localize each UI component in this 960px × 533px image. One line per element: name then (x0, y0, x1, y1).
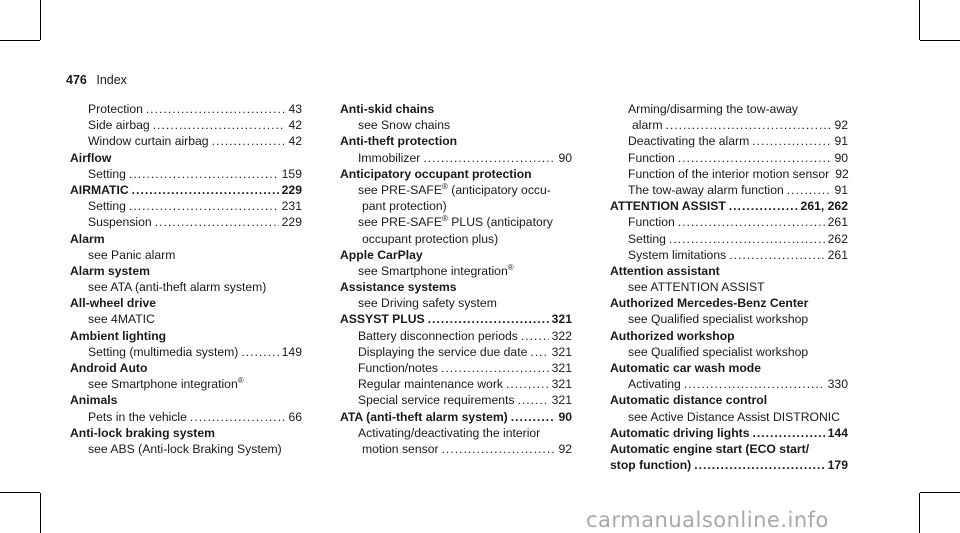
page-reference: 229 (281, 215, 302, 230)
page-reference: 321 (551, 312, 572, 327)
entry-text: All-wheel drive (70, 296, 157, 311)
page-reference: 321 (551, 393, 572, 408)
page-reference: 42 (288, 134, 302, 149)
index-heading (610, 441, 848, 457)
leader-dots (506, 376, 549, 392)
entry-text: Battery disconnection periods (358, 328, 518, 343)
entry-text: Immobilizer (358, 150, 421, 165)
index-heading (70, 392, 302, 408)
index-heading (610, 198, 848, 214)
index-entry (610, 279, 848, 295)
leader-dots (428, 311, 549, 327)
index-entry (610, 247, 848, 263)
leader-dots (787, 182, 832, 198)
page-reference: 66 (288, 409, 302, 424)
leader-dots (669, 231, 825, 247)
leader-dots (517, 392, 548, 408)
index-entry (610, 182, 848, 198)
index-heading (340, 311, 572, 327)
index-heading (340, 409, 572, 425)
index-heading (340, 247, 572, 263)
index-entry (610, 344, 848, 360)
crop-mark (919, 0, 920, 40)
leader-dots (441, 360, 549, 376)
entry-text: Deactivating the alarm (628, 134, 750, 149)
page-reference: 261 (827, 215, 848, 230)
entry-text: Protection (88, 102, 143, 116)
index-heading (70, 182, 302, 198)
page-reference: 90 (834, 150, 848, 165)
leader-dots (212, 133, 286, 149)
leader-dots (129, 166, 279, 182)
page-reference: 262 (827, 231, 848, 246)
leader-dots (665, 117, 831, 133)
entry-text: alarm (632, 118, 663, 133)
entry-text: see 4MATIC (88, 312, 155, 327)
entry-text: ATTENTION ASSIST (610, 199, 726, 214)
index-entry (610, 133, 848, 149)
entry-text: Automatic car wash mode (610, 361, 762, 375)
entry-text: Activating (628, 377, 681, 392)
page-reference: 330 (827, 377, 848, 392)
entry-text: Alarm (70, 231, 105, 246)
entry-text: motion sensor (362, 441, 439, 456)
entry-text: see Qualified specialist workshop (628, 312, 809, 327)
page-reference: 90 (558, 409, 572, 424)
page-reference: 179 (827, 458, 848, 473)
entry-text: Attention assistant (610, 263, 720, 278)
index-entry (340, 360, 572, 376)
page-reference: 229 (281, 182, 302, 197)
crop-mark (919, 493, 920, 533)
entry-text: pant protection) (362, 199, 447, 214)
index-column-2 (340, 101, 572, 457)
index-heading (340, 133, 572, 149)
leader-dots (521, 328, 549, 344)
entry-text: Authorized Mercedes-Benz Center (610, 296, 809, 311)
entry-text: see Panic alarm (88, 247, 176, 262)
index-heading (340, 101, 572, 117)
watermark: carmanualsonline.info (586, 508, 829, 532)
page-reference: 91 (834, 134, 848, 149)
section-title: Index (96, 73, 127, 87)
entry-text: Regular maintenance work (358, 377, 503, 392)
index-heading (610, 457, 848, 473)
index-entry (340, 231, 572, 247)
page-reference: 92 (558, 441, 572, 456)
leader-dots (155, 214, 279, 230)
crop-mark (920, 492, 960, 493)
index-entry (340, 441, 572, 457)
entry-text: Automatic distance control (610, 393, 768, 408)
entry-text: Apple CarPlay (340, 247, 423, 262)
index-entry (70, 214, 302, 230)
page-header (66, 73, 127, 87)
index-heading (70, 231, 302, 247)
entry-text: Function of the interior motion sensor (628, 166, 830, 181)
entry-text: Authorized workshop (610, 328, 735, 343)
index-entry (70, 409, 302, 425)
index-entry (610, 311, 848, 327)
index-entry (340, 295, 572, 311)
index-entry (610, 214, 848, 230)
entry-text: Automatic engine start (ECO start/ (610, 441, 810, 456)
page-reference: 42 (288, 118, 302, 133)
page-reference: 261 (827, 247, 848, 262)
page-reference: 159 (281, 166, 302, 181)
page-number: 476 (66, 73, 87, 87)
crop-mark (40, 493, 41, 533)
crop-mark (0, 40, 40, 41)
index-heading (610, 263, 848, 279)
index-entry (70, 311, 302, 327)
index-heading (610, 328, 848, 344)
leader-dots (146, 101, 286, 117)
leader-dots (729, 247, 824, 263)
index-entry (70, 344, 302, 360)
index-entry (70, 376, 302, 392)
index-entry (340, 328, 572, 344)
entry-text: Android Auto (70, 361, 148, 375)
entry-text: ASSYST PLUS (340, 312, 425, 327)
page-reference: 321 (551, 377, 572, 392)
index-entry (610, 150, 848, 166)
entry-text: Anti-theft protection (340, 134, 458, 149)
entry-text: Anti-lock braking system (70, 425, 215, 440)
entry-text: see Snow chains (358, 118, 451, 133)
index-heading (340, 166, 572, 182)
entry-text: Ambient lighting (70, 328, 167, 343)
index-entry (610, 101, 848, 117)
entry-text: The tow-away alarm function (628, 182, 784, 197)
entry-text: Setting (88, 166, 126, 181)
leader-dots (530, 344, 548, 360)
entry-text: Function (628, 150, 675, 165)
entry-text: Alarm system (70, 263, 150, 278)
entry-text: Automatic driving lights (610, 425, 750, 440)
leader-dots (129, 198, 279, 214)
entry-text: Function/notes (358, 361, 438, 375)
index-heading (70, 360, 302, 376)
page-reference: 43 (288, 102, 302, 116)
entry-text: Airflow (70, 150, 112, 165)
page-reference: 322 (551, 328, 572, 343)
index-entry (610, 409, 848, 425)
index-entry (70, 198, 302, 214)
entry-text: see ATA (anti-theft alarm system) (88, 280, 267, 295)
entry-text: Anti-skid chains (340, 102, 435, 116)
index-entry (340, 182, 572, 198)
leader-dots (678, 150, 832, 166)
index-entry (340, 117, 572, 133)
index-entry (70, 117, 302, 133)
page-reference: 92 (834, 118, 848, 133)
index-heading (610, 295, 848, 311)
page-reference: 321 (551, 344, 572, 359)
entry-text: Special service requirements (358, 393, 515, 408)
page-reference: 90 (558, 150, 572, 165)
entry-text: stop function) (610, 458, 692, 473)
entry-text: Assistance systems (340, 280, 457, 295)
entry-text: Anticipatory occupant protection (340, 166, 532, 181)
leader-dots (678, 214, 825, 230)
entry-text: Pets in the vehicle (88, 409, 187, 424)
index-entry (70, 279, 302, 295)
entry-text: Setting (628, 231, 666, 246)
index-entry (70, 441, 302, 457)
entry-text: Activating/deactivating the interior (358, 425, 541, 440)
index-heading (610, 392, 848, 408)
leader-dots (511, 409, 556, 425)
index-entry (610, 166, 848, 182)
leader-dots (442, 441, 556, 457)
index-heading (70, 263, 302, 279)
leader-dots (241, 344, 278, 360)
index-entry (610, 376, 848, 392)
entry-text: Suspension (88, 215, 152, 230)
page-reference: 144 (827, 425, 848, 440)
index-entry (610, 231, 848, 247)
entry-text: Setting (88, 199, 126, 214)
page-reference: 91 (834, 182, 848, 197)
index-entry (340, 425, 572, 441)
index-entry (70, 101, 302, 117)
index-entry (340, 376, 572, 392)
index-column-3 (610, 101, 848, 473)
leader-dots (153, 117, 286, 133)
leader-dots (694, 457, 824, 473)
page-reference: 321 (551, 361, 572, 375)
entry-text: Displaying the service due date (358, 344, 528, 359)
index-entry (70, 133, 302, 149)
leader-dots (752, 425, 824, 441)
crop-mark (0, 492, 40, 493)
index-heading (340, 279, 572, 295)
leader-dots (190, 409, 286, 425)
index-heading (70, 295, 302, 311)
index-heading (70, 150, 302, 166)
index-entry (610, 117, 848, 133)
entry-text: Setting (multimedia system) (88, 344, 239, 359)
index-heading (610, 425, 848, 441)
index-entry (340, 150, 572, 166)
entry-text: System limitations (628, 247, 727, 262)
page-reference: 149 (281, 344, 302, 359)
crop-mark (40, 0, 41, 40)
index-heading (70, 328, 302, 344)
leader-dots (752, 133, 831, 149)
index-entry (340, 344, 572, 360)
entry-text: AIRMATIC (70, 182, 129, 197)
leader-dots (423, 150, 555, 166)
entry-text: see ABS (Anti-lock Braking System) (88, 441, 282, 456)
leader-dots (132, 182, 279, 198)
crop-mark (920, 40, 960, 41)
entry-text: Arming/disarming the tow-away (628, 102, 799, 116)
entry-text: see Smartphone integration® (358, 262, 514, 278)
page-reference: 92 (835, 166, 849, 181)
entry-text: Animals (70, 393, 118, 408)
entry-text: occupant protection plus) (362, 231, 499, 246)
entry-text: see Smartphone integration® (88, 376, 244, 392)
index-heading (70, 425, 302, 441)
entry-text: see PRE-SAFE® (anticipatory occu- (358, 181, 551, 197)
index-entry (340, 263, 572, 279)
index-entry (340, 392, 572, 408)
entry-text: see ATTENTION ASSIST (628, 280, 765, 295)
entry-text: see Qualified specialist workshop (628, 344, 809, 359)
index-heading (610, 360, 848, 376)
leader-dots (684, 376, 825, 392)
index-column-1 (70, 101, 302, 457)
leader-dots (729, 198, 798, 214)
index-entry (340, 198, 572, 214)
entry-text: Window curtain airbag (88, 134, 209, 149)
entry-text: see Driving safety system (358, 296, 497, 311)
index-entry (340, 214, 572, 230)
index-entry (70, 247, 302, 263)
page-reference: 231 (281, 199, 302, 214)
index-entry (70, 166, 302, 182)
page-reference: 261, 262 (800, 199, 848, 214)
entry-text: see Active Distance Assist DISTRONIC (628, 409, 840, 424)
entry-text: Function (628, 215, 675, 230)
entry-text: see PRE-SAFE® PLUS (anticipatory (358, 214, 553, 230)
entry-text: Side airbag (88, 118, 150, 133)
entry-text: ATA (anti-theft alarm system) (340, 409, 508, 424)
